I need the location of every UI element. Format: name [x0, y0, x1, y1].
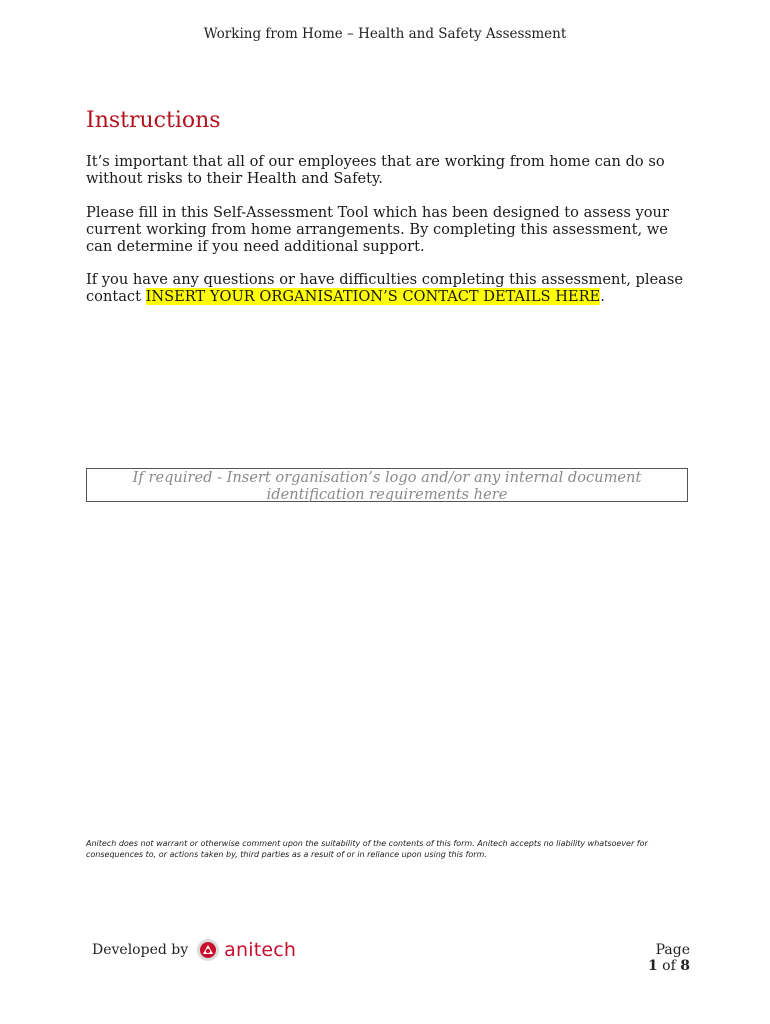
page-of: of	[662, 958, 676, 974]
page-label: Page	[655, 942, 690, 958]
instructions-heading: Instructions	[86, 108, 221, 133]
anitech-brand	[196, 938, 296, 962]
document-header: Working from Home – Health and Safety Assessment	[203, 26, 567, 42]
instructions-paragraph-1: It’s important that all of our employees that are working from home can do so without risks to their Health and Safety.	[86, 153, 665, 187]
contact-prefix-text: If you have any questions or have difficulties completing this assessment, please contact	[86, 271, 683, 305]
instructions-paragraph-3	[86, 271, 686, 305]
anitech-logo-icon	[196, 938, 220, 962]
anitech-brand-name: anitech	[224, 939, 297, 961]
developed-by-label: Developed by	[92, 942, 189, 958]
page-current: 1	[647, 958, 658, 974]
disclaimer-text: Anitech does not warrant or otherwise comment upon the suitability of the contents of this form. Anitech accepts no liability whatsoever for consequences to, or actions taken by, third parties as a result of or in reliance upon using this form.	[86, 839, 648, 859]
contact-details-placeholder: INSERT YOUR ORGANISATION’S CONTACT DETAILS HERE	[145, 288, 601, 305]
logo-placeholder-text: If required - Insert organisation’s logo and/or any internal document identification requirements here	[132, 469, 642, 503]
contact-suffix-text: .	[600, 288, 605, 305]
logo-placeholder-box	[86, 468, 688, 502]
page-total: 8	[680, 958, 690, 974]
instructions-paragraph-2: Please fill in this Self-Assessment Tool which has been designed to assess your current working from home arrangements. By completing this assessment, we can determine if you need additional support.	[86, 204, 669, 255]
page-number	[648, 942, 690, 974]
page-count	[648, 958, 690, 974]
footer-developed-by	[92, 938, 296, 962]
